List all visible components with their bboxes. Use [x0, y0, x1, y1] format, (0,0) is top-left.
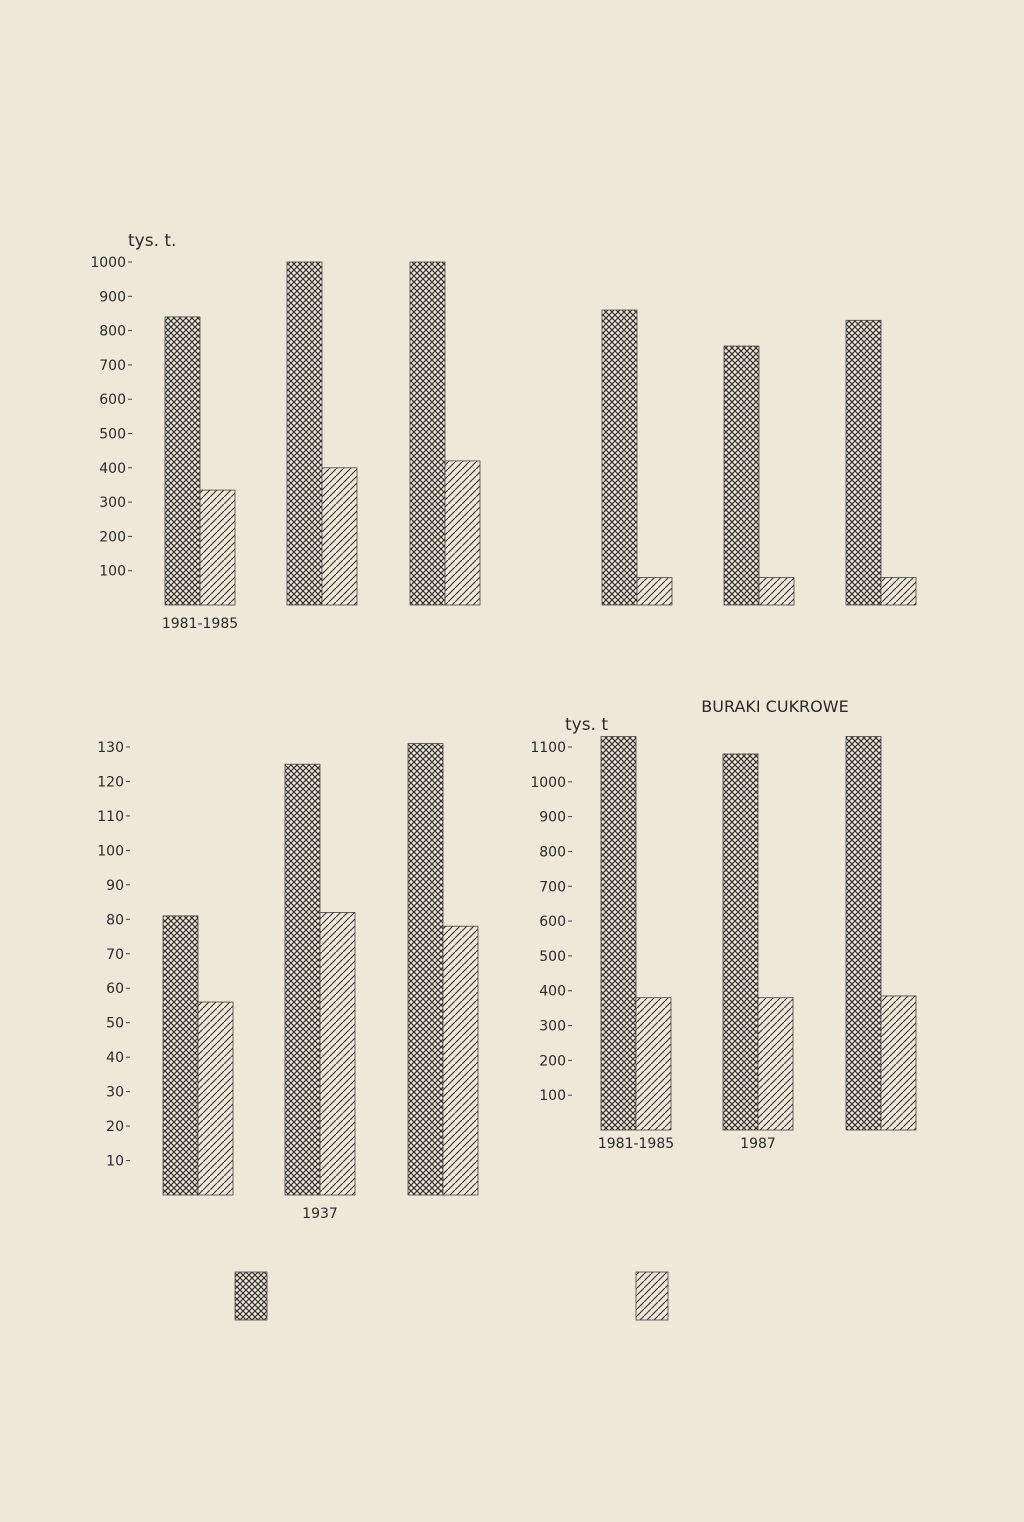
chart-2 [602, 310, 916, 605]
y-tick-label: 50 [106, 1015, 124, 1032]
bar-crosshatch-2 [723, 754, 758, 1130]
y-tick-label: 700 [99, 357, 126, 374]
y-tick-label: 400 [539, 983, 566, 1000]
y-tick-label: 100 [97, 843, 124, 860]
y-tick-label: 1000 [90, 255, 126, 271]
bar-diagonal-2 [758, 998, 793, 1130]
bar-diagonal-3 [443, 926, 478, 1195]
bar-diagonal-1 [637, 578, 672, 605]
bar-crosshatch-3 [410, 262, 445, 605]
bar-diagonal-1 [636, 998, 671, 1130]
y-tick-label: 800 [539, 844, 566, 861]
unit-label: tys. t. [128, 231, 177, 251]
y-tick-label: 30 [106, 1084, 124, 1101]
y-tick-label: 90 [106, 877, 124, 894]
bar-diagonal-1 [200, 490, 235, 605]
bar-crosshatch-1 [163, 916, 198, 1195]
y-tick-label: 200 [539, 1053, 566, 1070]
y-tick-label: 100 [539, 1088, 566, 1105]
y-tick-label: 900 [539, 809, 566, 826]
y-tick-label: 10 [106, 1153, 124, 1170]
y-tick-label: 400 [99, 460, 126, 477]
y-tick-label: 300 [99, 495, 126, 512]
category-label: 1981-1985 [597, 1136, 675, 1152]
bar-diagonal-1 [198, 1002, 233, 1195]
bar-crosshatch-1 [165, 317, 200, 605]
y-tick-label: 20 [106, 1119, 124, 1136]
legend-swatch-diagonal [636, 1272, 668, 1320]
chart-title: BURAKI CUKROWE [701, 697, 849, 716]
y-tick-label: 70 [106, 946, 124, 963]
bar-diagonal-2 [320, 912, 355, 1195]
y-tick-label: 80 [106, 912, 124, 929]
y-tick-label: 1000 [530, 774, 566, 791]
bar-crosshatch-3 [846, 737, 881, 1130]
y-tick-label: 700 [539, 879, 566, 896]
unit-label: tys. t [565, 715, 609, 735]
y-tick-label: 800 [99, 323, 126, 340]
bar-crosshatch-3 [408, 744, 443, 1195]
chart-4 [530, 697, 916, 1152]
y-tick-label: 40 [106, 1050, 124, 1067]
category-label: 1987 [740, 1136, 776, 1152]
category-label: 1981-1985 [161, 616, 239, 632]
y-tick-label: 600 [99, 392, 126, 409]
bar-diagonal-2 [322, 468, 357, 605]
bar-crosshatch-2 [285, 764, 320, 1195]
legend-swatch-crosshatch [235, 1272, 267, 1320]
bar-diagonal-3 [445, 461, 480, 605]
y-tick-label: 300 [539, 1018, 566, 1035]
bar-crosshatch-1 [602, 310, 637, 605]
chart-1 [90, 231, 480, 632]
y-tick-label: 600 [539, 914, 566, 931]
y-tick-label: 500 [539, 948, 566, 965]
y-tick-label: 100 [99, 563, 126, 580]
y-tick-label: 120 [97, 774, 124, 791]
y-tick-label: 1100 [530, 740, 566, 756]
bar-diagonal-2 [759, 578, 794, 605]
y-tick-label: 200 [99, 529, 126, 546]
category-label: 1937 [302, 1206, 338, 1222]
y-tick-label: 110 [97, 808, 124, 825]
bar-crosshatch-2 [287, 262, 322, 605]
y-tick-label: 500 [99, 426, 126, 443]
bar-crosshatch-3 [846, 320, 881, 605]
bar-crosshatch-1 [601, 737, 636, 1130]
bar-diagonal-3 [881, 996, 916, 1130]
bar-crosshatch-2 [724, 346, 759, 605]
y-tick-label: 130 [97, 740, 124, 756]
y-tick-label: 60 [106, 981, 124, 998]
y-tick-label: 900 [99, 289, 126, 306]
chart-3 [97, 740, 478, 1222]
bar-diagonal-3 [881, 578, 916, 605]
